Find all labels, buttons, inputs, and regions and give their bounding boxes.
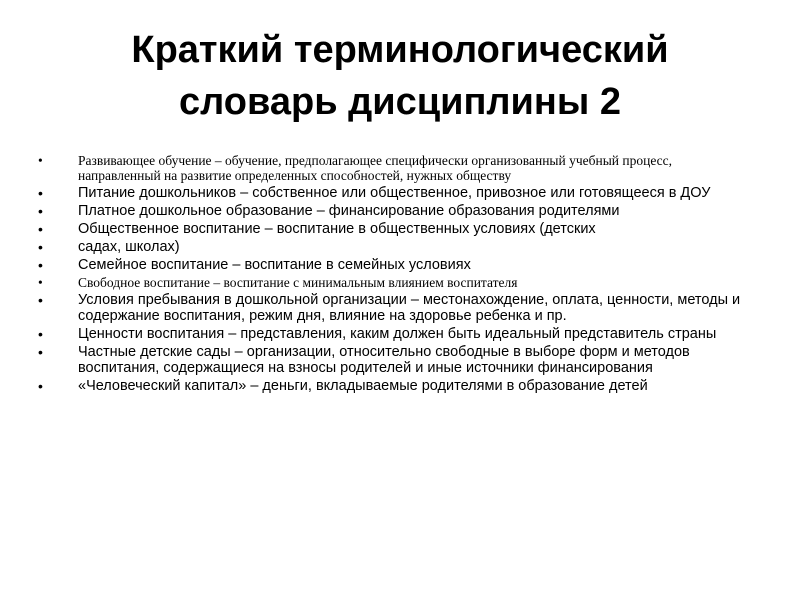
term-text: Условия пребывания в дошкольной организации – местонахождение, оплата, ценности, методы и содержание воспитания, режим дня, влияние на здоровье ребенка и пр. [78,292,741,324]
bullet-icon: • [38,203,43,219]
term-text: Общественное воспитание – воспитание в общественных условиях (детских [78,221,596,237]
bullet-icon: • [38,221,43,237]
term-text: Ценности воспитания – представления, каким должен быть идеальный представитель страны [78,326,717,342]
term-item-paid-education [38,203,748,219]
bullet-icon: • [38,185,43,201]
term-item-public-upbringing-continued [38,239,748,255]
term-item-stay-conditions [38,292,748,324]
bullet-icon: • [38,326,43,342]
term-item-private-kindergartens [38,344,748,376]
bullet-icon: • [38,257,43,273]
term-text: садах, школах) [78,239,180,255]
term-item-preschool-nutrition [38,185,748,201]
term-text: Свободное воспитание – воспитание с минимальным влиянием воспитателя [78,275,518,290]
term-item-human-capital [38,378,748,394]
term-item-developmental-learning [38,153,748,183]
term-item-upbringing-values [38,326,748,342]
term-item-family-upbringing [38,257,748,273]
term-item-public-upbringing [38,221,748,237]
title-line-2: словарь дисциплины 2 [179,81,621,123]
term-list [38,153,748,396]
term-text: Развивающее обучение – обучение, предполагающее специфически организованный учебный процесс, направленный на развитие определенных способностей, нужных обществу [78,153,673,183]
term-text: «Человеческий капитал» – деньги, вкладываемые родителями в образование детей [78,378,648,394]
term-text: Частные детские сады – организации, относительно свободные в выборе форм и методов воспитания, содержащиеся на взносы родителей и иные источники финансирования [78,344,690,376]
title-line-1: Краткий терминологический [131,29,669,71]
bullet-icon: • [38,153,43,168]
bullet-icon: • [38,275,43,290]
term-item-free-upbringing [38,275,748,290]
bullet-icon: • [38,344,43,360]
bullet-icon: • [38,292,43,308]
slide-title [40,24,760,128]
term-text: Питание дошкольников – собственное или общественное, привозное или готовящееся в ДОУ [78,185,711,201]
term-text: Семейное воспитание – воспитание в семейных условиях [78,257,471,273]
bullet-icon: • [38,239,43,255]
bullet-icon: • [38,378,43,394]
term-text: Платное дошкольное образование – финансирование образования родителями [78,203,620,219]
